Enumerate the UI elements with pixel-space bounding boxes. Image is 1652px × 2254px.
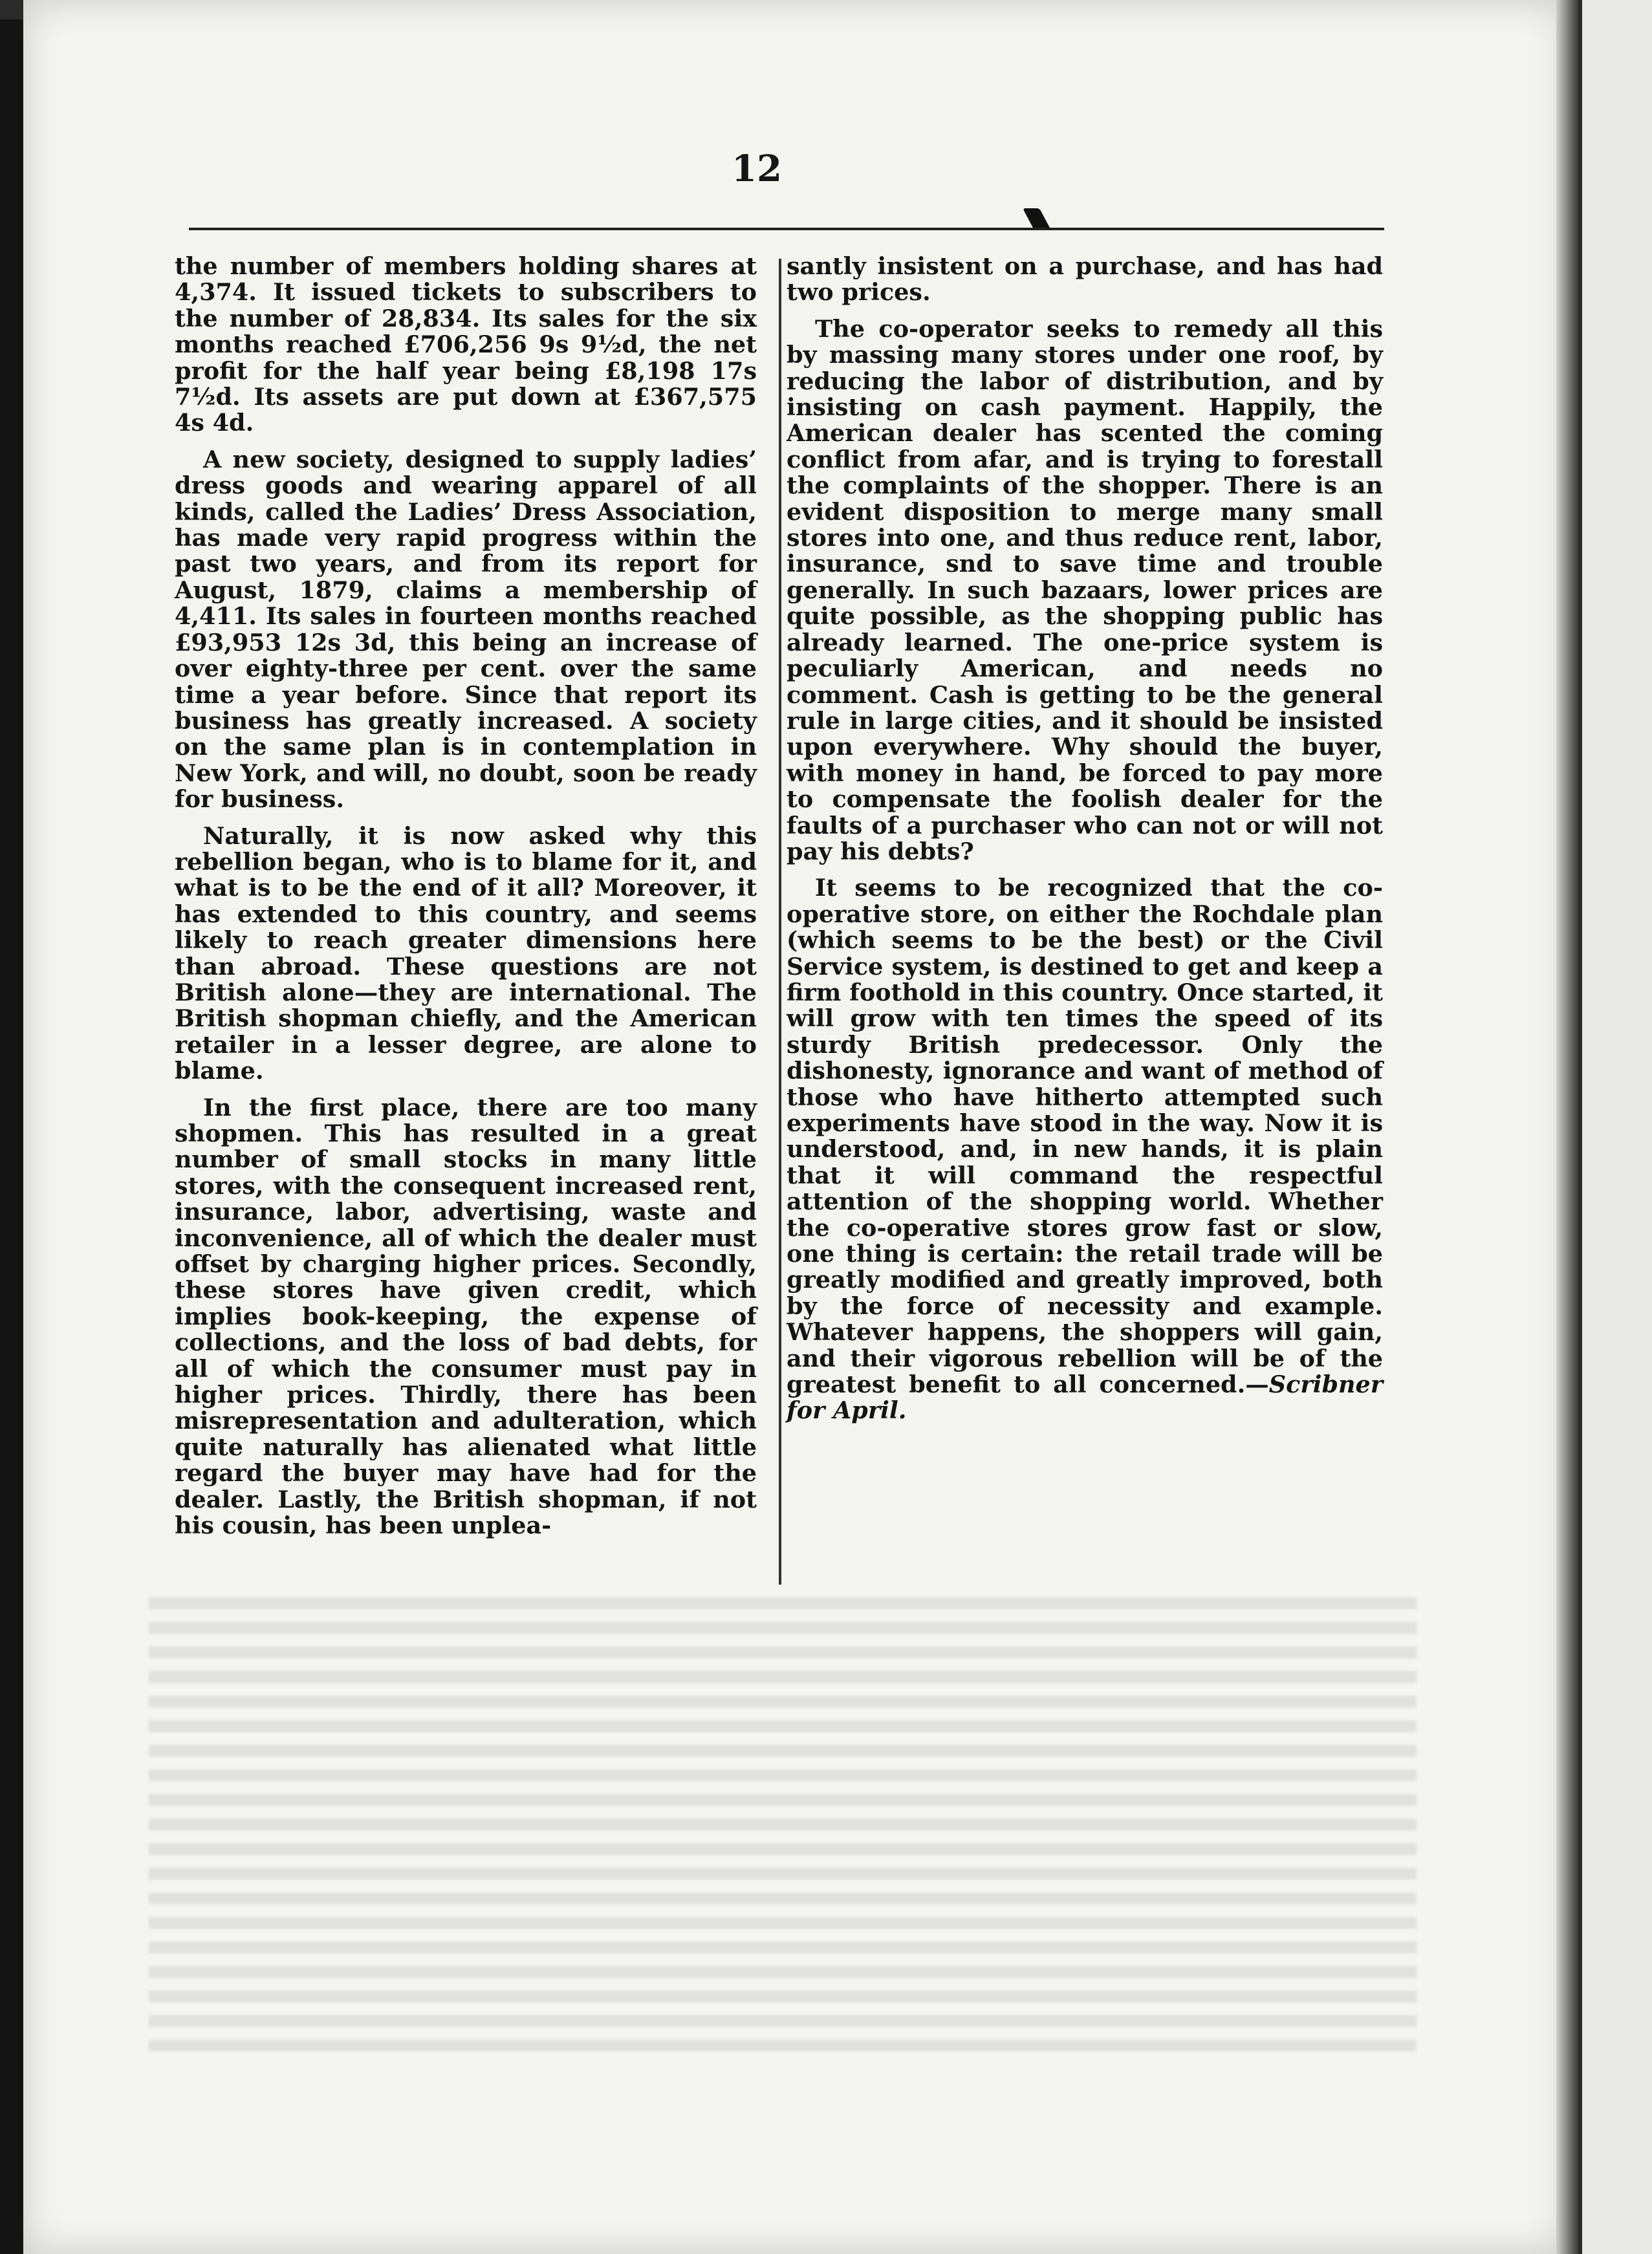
paragraph-final	[787, 875, 1383, 1424]
paragraph: santly insistent on a purchase, and has had two prices.	[787, 252, 1383, 307]
paragraph: The co-operator seeks to remedy all this by massing many stores under one roof, by reducing the labor of distribution, and by insisting on cash payment. Happily, the American dealer has scented the coming conflict from afar, and is trying to forestall the complaints of the shopper. There is an evident disposition to merge many small stores into one, and thus reduce rent, labor, insurance, snd to save time and trouble generally. In such bazaars, lower prices are quite possible, as the shopping public has already learned. The one-price system is peculiarly American, and needs no comment. Cash is getting to be the general rule in large cities, and it should be insisted upon everywhere. Why should the buyer, with money in hand, be forced to pay more to compensate the foolish dealer for the faults of a purchaser who can not or will not pay his debts?	[787, 314, 1383, 865]
paragraph-text: It seems to be recognized that the co-operative store, on either the Rochdale plan (which seems to be the best) or the Civil Service system, is destined to get and keep a firm foothold in this country. Once started, it will grow with ten times the speed of its sturdy British predecessor. Only the dishonesty, ignorance and want of method of those who have hitherto attempted such experiments have stood in the way. Now it is understood, and, in new hands, it is plain that it will command the respectful attention of the shopping world. Whether the co-operative stores grow fast or slow, one thing is certain: the retail trade will be greatly modified and greatly improved, both by the force of necessity and example. Whatever happens, the shoppers will gain, and their vigorous rebellion will be of the greatest benefit to all concerned.—	[787, 874, 1383, 1399]
left-column	[175, 254, 757, 1550]
right-column	[787, 254, 1383, 1435]
source-attribution: Scribner for April.	[787, 1371, 1383, 1425]
header-rule	[189, 228, 1384, 230]
page-number: 12	[732, 147, 782, 190]
paragraph: In the first place, there are too many shopmen. This has resulted in a great number of small stocks in many little stores, with the consequent increased rent, insurance, labor, advertising, waste and inconvenience, all of which the dealer must offset by charging higher prices. Secondly, these stores have given credit, which implies book-keeping, the expense of collections, and the loss of bad debts, for all of which the consumer must pay in higher prices. Thirdly, there has been misrepresentation and adulteration, which quite naturally has alienated what little regard the buyer may have had for the dealer. Lastly, the British shopman, if not his cousin, has been unplea-	[175, 1093, 757, 1540]
gutter-shadow	[1556, 0, 1578, 2254]
paragraph: A new society, designed to supply ladies’ dress goods and wearing apparel of all kinds, called the Ladies’ Dress Association, has made very rapid progress within the past two years, and from its report for August, 1879, claims a membership of 4,411. Its sales in fourteen months reached £93,953 12s 3d, this being an increase of over eighty-three per cent. over the same time a year before. Since that report its business has greatly increased. A society on the same plan is in contemplation in New York, and will, no doubt, soon be ready for business.	[175, 445, 757, 814]
show-through-text	[149, 1598, 1417, 2063]
paragraph: the number of members holding shares at 4,374. It issued tickets to subscribers to the number of 28,834. Its sales for the six months reached £706,256 9s 9½d, the net profit for the half year being £8,198 17s 7½d. Its assets are put down at £367,575 4s 4d.	[175, 252, 757, 437]
paragraph: Naturally, it is now asked why this rebellion began, who is to blame for it, and what is to be the end of it all? Moreover, it has extended to this country, and seems likely to reach greater dimensions here than abroad. These questions are not British alone—they are international. The British shopman chiefly, and the American retailer in a lesser degree, are alone to blame.	[175, 821, 757, 1085]
facing-page-edge	[1578, 0, 1652, 2254]
column-divider	[779, 259, 781, 1585]
